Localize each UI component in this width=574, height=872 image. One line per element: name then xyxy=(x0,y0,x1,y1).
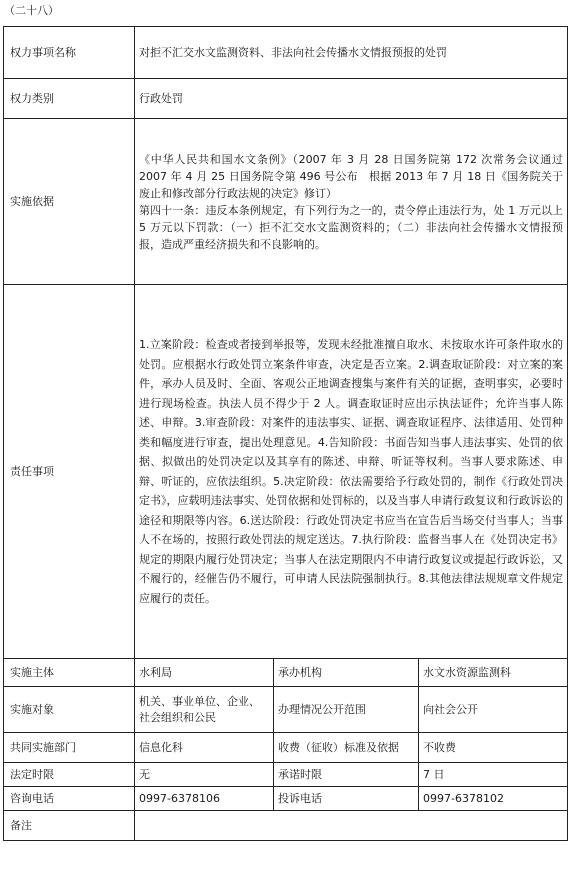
row-dept xyxy=(4,733,568,763)
section-heading: （二十八） xyxy=(4,4,59,17)
target-value: 机关、事业单位、企业、社会组织和公民 xyxy=(135,687,274,733)
row-legal-basis xyxy=(4,119,568,285)
joint-dept-value: 信息化科 xyxy=(135,733,274,763)
legal-basis-regulation: 《中华人民共和国水文条例》（2007 年 3 月 28 日国务院第 172 次常务会议通过 2007 年 4 月 25 日国务院令第 496 号公布 根据 2013 年 7 月 18 日《国务院关于废止和修改部分行政法规的决定》修订） xyxy=(139,152,574,200)
joint-dept-label: 共同实施部门 xyxy=(4,733,135,763)
fee-label: 收费（征收）标准及依据 xyxy=(274,733,419,763)
legal-basis-label: 实施依据 xyxy=(4,119,135,285)
fee-value: 不收费 xyxy=(419,733,568,763)
disclosure-scope-value: 向社会公开 xyxy=(419,687,568,733)
inquiry-phone-label: 咨询电话 xyxy=(4,787,135,811)
power-item-table xyxy=(3,26,574,841)
power-name-label: 权力事项名称 xyxy=(4,27,135,79)
responsibilities-label: 责任事项 xyxy=(4,285,135,659)
promised-time-limit-label: 承诺时限 xyxy=(274,763,419,787)
organizer-value: 水文水资源监测科 xyxy=(419,659,568,687)
complaint-phone-label: 投诉电话 xyxy=(274,787,419,811)
disclosure-scope-label: 办理情况公开范围 xyxy=(274,687,419,733)
power-name-value: 对拒不汇交水文监测资料、非法向社会传播水文情报预报的处罚 xyxy=(135,27,568,79)
power-category-label: 权力类别 xyxy=(4,79,135,119)
row-power-category xyxy=(4,79,568,119)
subject-value: 水利局 xyxy=(135,659,274,687)
target-label: 实施对象 xyxy=(4,687,135,733)
legal-time-limit-value: 无 xyxy=(135,763,274,787)
row-target xyxy=(4,687,568,733)
legal-time-limit-label: 法定时限 xyxy=(4,763,135,787)
row-power-name xyxy=(4,27,568,79)
remark-value xyxy=(135,811,568,841)
inquiry-phone-value: 0997-6378106 xyxy=(135,787,274,811)
remark-label: 备注 xyxy=(4,811,135,841)
power-category-value: 行政处罚 xyxy=(135,79,568,119)
legal-basis-value xyxy=(135,119,574,285)
row-remark xyxy=(4,811,568,841)
responsibilities-text: 1.立案阶段：检查或者接到举报等，发现未经批准擅自取水、未按取水许可条件取水的处罚。应根据水行政处罚立案条件审查，决定是否立案。2.调查取证阶段：对立案的案件，承办人员及时、全面、客观公正地调查搜集与案件有关的证据，查明事实，必要时进行现场检查。执法人员不得少于 2 人。调查取证时应出示执法证件；允许当事人陈述、申辩。3.审查阶段：对案件的违法事实、证据、调查取证程序、法律适用、处罚种类和幅度进行审查，提出处理意见。4.告知阶段：书面告知当事人违法事实、处罚的依据、拟做出的处罚决定以及其享有的陈述、申辩、听证等权利。当事人要求陈述、申辩、听证的，应依法组织。5.决定阶段：依法需要给予行政处罚的，制作《行政处罚决定书》，应载明违法事实、处罚依据和处罚标的，以及当事人申请行政复议和行政诉讼的途径和期限等内容。6.送达阶段：行政处罚决定书应当在宣告后当场交付当事人；当事人不在场的，按照行政处罚法的规定送达。7.执行阶段：监督当事人在《处罚决定书》规定的期限内履行处罚决定；当事人在法定期限内不申请行政复议或提起行政诉讼，又不履行的，经催告仍不履行，可申请人民法院强制执行。8.其他法律法规规章文件规定应履行的责任。 xyxy=(139,338,564,605)
complaint-phone-value: 0997-6378102 xyxy=(419,787,568,811)
subject-label: 实施主体 xyxy=(4,659,135,687)
promised-time-limit-value: 7 日 xyxy=(419,763,568,787)
responsibilities-value xyxy=(135,285,568,659)
row-responsibilities xyxy=(4,285,568,659)
row-phone xyxy=(4,787,568,811)
row-time-limit xyxy=(4,763,568,787)
row-subject xyxy=(4,659,568,687)
organizer-label: 承办机构 xyxy=(274,659,419,687)
legal-basis-article: 第四十一条：违反本条例规定，有下列行为之一的，责令停止违法行为，处 1 万元以上 5 万元以下罚款：（一）拒不汇交水文监测资料的；（二）非法向社会传播水文情报预报，造成严重经济损失和不良影响的。 xyxy=(139,203,564,251)
